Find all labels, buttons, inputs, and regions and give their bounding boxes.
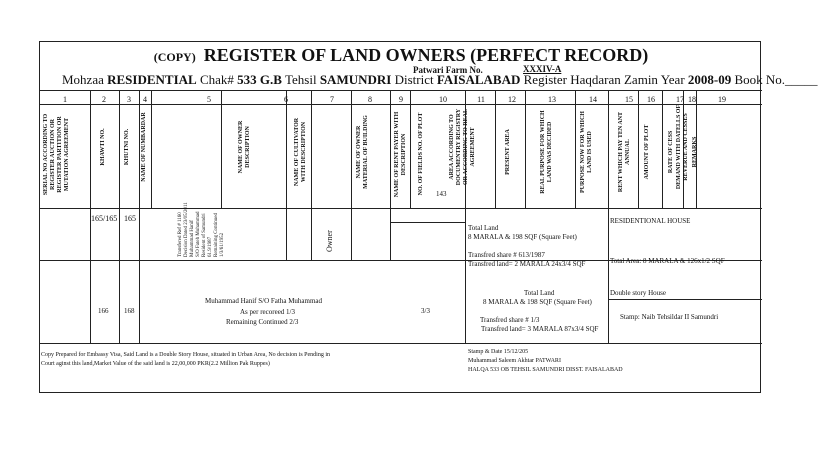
grid-line <box>525 90 526 208</box>
patwari-farm-value: XXXIV-A <box>523 64 562 74</box>
row2-transferred-share: Transfred share # 1/3 <box>480 316 540 324</box>
column-number: 5 <box>207 95 211 104</box>
grid-line <box>139 90 140 343</box>
column-header-owner: NAME OF OWNER DESCRIPTION <box>238 120 251 174</box>
column-number: 2 <box>102 95 106 104</box>
column-header-khutni: KHUTNI NO. <box>124 128 130 166</box>
row1-total-area: Total Area: 8 MARALA & 126x1/2 SQF <box>610 257 725 265</box>
column-number: 4 <box>143 95 147 104</box>
column-number: 9 <box>399 95 403 104</box>
grid-line <box>286 90 287 260</box>
column-number: 12 <box>508 95 516 104</box>
grid-line <box>575 90 576 208</box>
column-header-real-purpose: REAL PURPOSE FOR WHICH LAND WAS DECIDED <box>540 110 553 194</box>
title-row <box>40 45 762 66</box>
grid-line <box>390 222 465 223</box>
row1-land-use: RESIDENTIONAL HOUSE <box>610 217 691 225</box>
row1-owner-material: Owner <box>325 230 334 252</box>
copy-label: (COPY) <box>153 50 196 64</box>
row1-transferred-land: Transfred land= 2 MARALA 24x3/4 SQF <box>468 260 586 268</box>
footer-stamp-line2: Muhammad Saleem Akhtar PATWARI <box>468 358 561 364</box>
column-number: 6 <box>284 95 288 104</box>
footer-note-line1: Copy Prepared for Embassy Visa, Said Land is a Double Story House, situated in Urban Area, No decision is Pending in <box>41 352 330 358</box>
grid-line <box>390 90 391 260</box>
grid-line <box>40 208 762 209</box>
chak-value: 533 G.B <box>237 72 282 87</box>
mohzaa-value: RESIDENTIAL <box>107 72 197 87</box>
grid-line <box>119 90 120 343</box>
row2-total-land: 8 MARALA & 198 SQF (Square Feet) <box>483 298 592 306</box>
row2-transferred-land: Transfred land= 3 MARALA 87x3/4 SQF <box>481 325 599 333</box>
row1-total-land: 8 MARALA & 198 SQF (Square Feet) <box>468 233 577 241</box>
row1-plot-no: 143 <box>436 190 447 198</box>
grid-line <box>151 90 152 208</box>
document-title: REGISTER OF LAND OWNERS (PERFECT RECORD) <box>203 45 649 65</box>
row2-khutni: 168 <box>124 307 135 315</box>
grid-line <box>608 90 609 343</box>
column-number: 8 <box>368 95 372 104</box>
patwari-farm-label: Patwari Farm No. <box>413 65 483 75</box>
row1-khawti: 165/165 <box>91 214 118 223</box>
column-header-serial: SERIAL NO ACCORDING TO REGISTER AUCTION OR REGISTER PARTITION OR MUTATION AGREEMENT <box>43 113 70 196</box>
column-header-plot-no: NO. OF FIELDS NO. OF PLOT <box>418 112 424 196</box>
column-header-amount: AMOUNT OF PLOT <box>644 124 650 180</box>
column-number: 1 <box>63 95 67 104</box>
row2-owner-line2: As per recoreed 1/3 <box>240 308 296 316</box>
column-number: 15 <box>625 95 633 104</box>
row1-khutni: 165 <box>124 214 136 223</box>
row2-land-use: Double story House <box>610 289 666 297</box>
column-number: 19 <box>718 95 726 104</box>
footer-stamp-line3: HALQA 533 OB TEHSIL SAMUNDRI DISST. FAISALABAD <box>468 367 623 373</box>
row1-transferred-share: Transfred share # 613/1987 <box>468 251 545 259</box>
column-number: 17 <box>676 95 684 104</box>
tehsil-value: SAMUNDRI <box>319 72 392 87</box>
land-register-document <box>39 41 818 393</box>
row2-stamp: Stamp: Naib Tehsildar II Samundri <box>620 313 719 321</box>
column-header-purpose-now: PURPOSE NOW FOR WHICH LAND IS USED <box>580 111 593 193</box>
column-number: 14 <box>589 95 597 104</box>
district-value: FAISALABAD <box>436 72 521 87</box>
row2-owner-line1: Muhammad Hanif S/O Fatha Muhammad <box>205 297 323 305</box>
column-number: 13 <box>548 95 556 104</box>
footer-stamp-line1: Stamp & Date 15/12/205 <box>468 349 529 355</box>
year-value: 2008-09 <box>687 72 732 87</box>
grid-line <box>221 90 222 208</box>
column-number: 16 <box>647 95 655 104</box>
grid-line <box>495 90 496 208</box>
row2-share: 3/3 <box>421 307 430 315</box>
row2-khawti: 166 <box>98 307 109 315</box>
column-header-building: NAME OF OWNER MATERIAL OF BUILDING <box>356 115 369 189</box>
column-header-khawti: KHAWTI NO. <box>100 128 106 166</box>
column-header-present-area: PRESENT AREA <box>505 129 511 175</box>
grid-line <box>40 90 762 91</box>
column-number: 18 <box>688 95 696 104</box>
row2-owner-line3: Remaining Continued 2/3 <box>226 318 299 326</box>
column-header-rent-payer: NAME OF RENT PAYER WITH DESCRIPTION <box>394 111 407 198</box>
book-no: Book No._____ <box>734 72 818 87</box>
grid-line <box>638 90 639 208</box>
grid-line <box>662 90 663 208</box>
grid-line <box>351 90 352 260</box>
column-number: 3 <box>127 95 131 104</box>
column-number: 10 <box>439 95 447 104</box>
row2-total-land-label: Total Land <box>524 289 555 297</box>
row1-transfer-details: Transfered Ref # 1160 Decision Dated 23/05/2011 Muhammad Hanif S/O Fateh Muhammad Resident of Samundri 61.9/1987 Remaining Continued 1/3/61/1952 <box>178 202 225 257</box>
column-header-rent: RENT WHICH PAY TEN ANT ANNUAL <box>618 111 631 193</box>
column-header-numbardar: NAME OF NUMBARDAR <box>141 112 147 182</box>
column-header-cultivator: NAME OF CULTIVATOR WITH DESCRIPTION <box>294 117 307 187</box>
location-line: Mohzaa RESIDENTIAL Chak# 533 G.B Tehsil SAMUNDRI District FAISALABAD Register Haqdaran Zamin Year 2008-09 Book No._____ <box>62 72 818 87</box>
column-number: 7 <box>330 95 334 104</box>
row1-total-land-label: Total Land <box>468 224 499 232</box>
grid-line <box>40 343 762 344</box>
column-header-demand: DEMAND WITH DATELLS OF REVERUE AND CESSES <box>676 104 689 190</box>
column-header-registry-area: AREA ACCORDING TO DOCUMENTRY REGISTRY OR ACCORDING TO REAL AGREEMENT <box>449 108 476 186</box>
footer-note-line2: Court aginst this land,Market Value of the said land is 22,00,000 PKR(2.2 Million Pak Ruppes) <box>41 361 270 367</box>
column-header-cess-rate: RATE OF CESS <box>668 130 674 174</box>
column-number: 11 <box>477 95 485 104</box>
grid-line <box>608 299 762 300</box>
column-header-remarks: REMARKS <box>692 136 698 168</box>
